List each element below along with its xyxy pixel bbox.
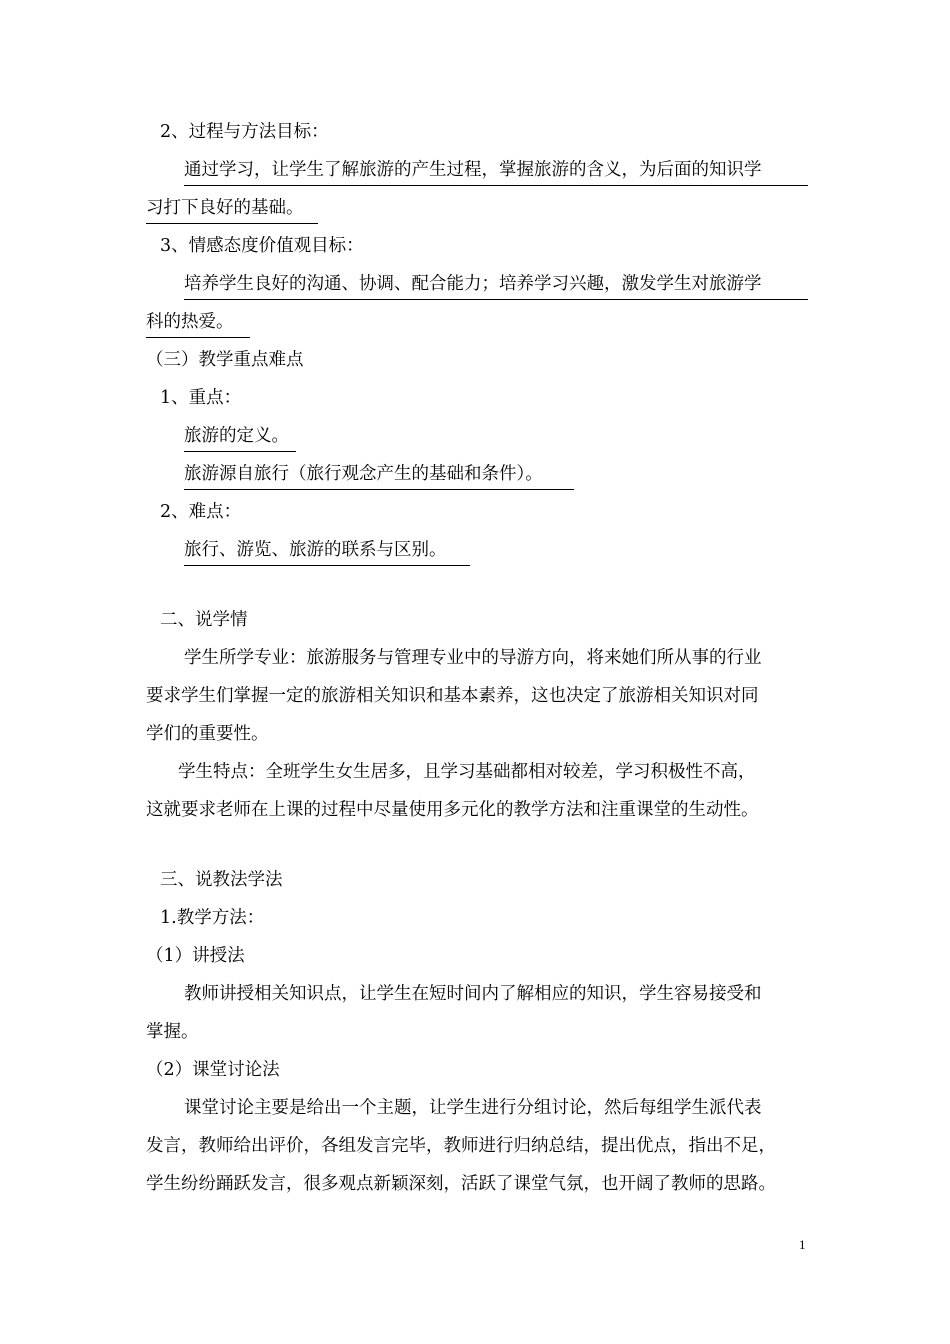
student-traits-line-2: 这就要求老师在上课的过程中尽量使用多元化的教学方法和注重课堂的生动性。 — [146, 800, 759, 820]
key-points-heading: （三）教学重点难点 — [146, 350, 304, 370]
process-objective-text-line-2: 习打下良好的基础。 — [146, 196, 318, 224]
discussion-method-text-line-3: 学生纷纷踊跃发言，很多观点新颖深刻，活跃了课堂气氛，也开阔了教师的思路。 — [146, 1174, 776, 1194]
emotion-objective-text-line-1: 培养学生良好的沟通、协调、配合能力；培养学习兴趣，激发学生对旅游学 — [184, 272, 808, 300]
focus-item-1: 旅游的定义。 — [184, 424, 296, 452]
process-objective-text-line-1: 通过学习，让学生了解旅游的产生过程，掌握旅游的含义，为后面的知识学 — [184, 158, 808, 186]
lecture-method-text-line-1: 教师讲授相关知识点，让学生在短时间内了解相应的知识，学生容易接受和 — [184, 984, 762, 1004]
process-objective-heading: 2、过程与方法目标： — [160, 122, 329, 142]
teaching-methods-subheading: 1.教学方法： — [160, 908, 265, 928]
difficulty-item-1: 旅行、游览、旅游的联系与区别。 — [184, 538, 470, 566]
discussion-method-text-line-1: 课堂讨论主要是给出一个主题，让学生进行分组讨论，然后每组学生派代表 — [184, 1098, 762, 1118]
page-number: 1 — [799, 1237, 806, 1252]
discussion-method-heading: （2）课堂讨论法 — [146, 1060, 280, 1080]
lecture-method-text-line-2: 掌握。 — [146, 1022, 199, 1042]
focus-item-2: 旅游源自旅行（旅行观念产生的基础和条件）。 — [184, 462, 574, 490]
student-traits-line-1: 学生特点：全班学生女生居多，且学习基础都相对较差，学习积极性不高， — [178, 762, 756, 782]
lecture-method-heading: （1）讲授法 — [146, 946, 245, 966]
emotion-objective-heading: 3、情感态度价值观目标： — [160, 236, 364, 256]
methods-heading: 三、说教法学法 — [160, 870, 283, 890]
emotion-objective-text-line-2: 科的热爱。 — [146, 310, 250, 338]
student-major-line-3: 学们的重要性。 — [146, 724, 269, 744]
discussion-method-text-line-2: 发言，教师给出评价，各组发言完毕，教师进行归纳总结，提出优点，指出不足， — [146, 1136, 776, 1156]
difficulty-heading: 2、难点： — [160, 502, 242, 522]
focus-heading: 1、重点： — [160, 388, 242, 408]
student-major-line-1: 学生所学专业：旅游服务与管理专业中的导游方向，将来她们所从事的行业 — [184, 648, 762, 668]
student-major-line-2: 要求学生们掌握一定的旅游相关知识和基本素养，这也决定了旅游相关知识对同 — [146, 686, 759, 706]
student-analysis-heading: 二、说学情 — [160, 610, 248, 630]
